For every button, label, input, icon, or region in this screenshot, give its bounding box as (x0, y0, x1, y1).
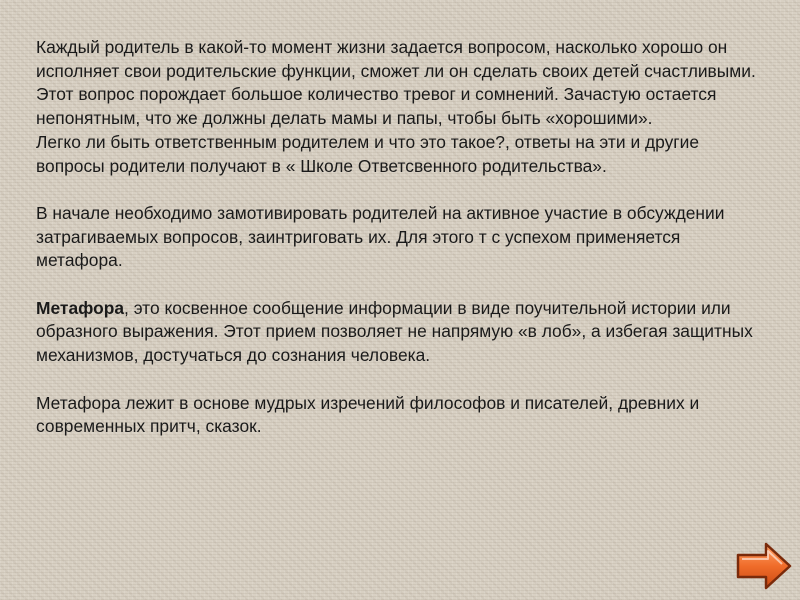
arrow-right-icon (734, 540, 794, 592)
paragraph-gap (36, 178, 771, 202)
metaphor-definition-text: , это косвенное сообщение информации в виде поучительной истории или образного выражения. Этот прием позволяет не напрямую «в лоб», а избегая защитных механизмов, достучаться до сознания человека. (36, 297, 753, 366)
paragraph-gap (36, 368, 771, 392)
paragraph-gap (36, 273, 771, 297)
metaphor-term: Метафора (36, 297, 125, 318)
paragraph-school: Легко ли быть ответственным родителем и что это такое?, ответы на эти и другие вопросы родители получают в « Школе Ответсвенного родительства». (36, 131, 700, 176)
paragraph-intro: Каждый родитель в какой-то момент жизни задается вопросом, насколько хорошо он исполняет свои родительские функции, сможет ли он сделать своих детей счастливыми. Этот вопрос порождает большое количество тревог и сомнений. Зачастую остается непонятным, что же должны делать мамы и папы, чтобы быть «хорошими». (36, 37, 756, 129)
next-slide-button[interactable] (734, 540, 794, 592)
paragraph-metaphor-basis: Метафора лежит в основе мудрых изречений философов и писателей, древних и современных притч, сказок. (36, 392, 700, 437)
paragraph-motivation: В начале необходимо замотивировать родителей на активное участие в обсуждении затрагиваемых вопросов, заинтриговать их. Для этого т с успехом применяется метафора. (36, 202, 725, 271)
paragraph-metaphor-definition (36, 297, 771, 368)
slide-text (36, 36, 771, 439)
